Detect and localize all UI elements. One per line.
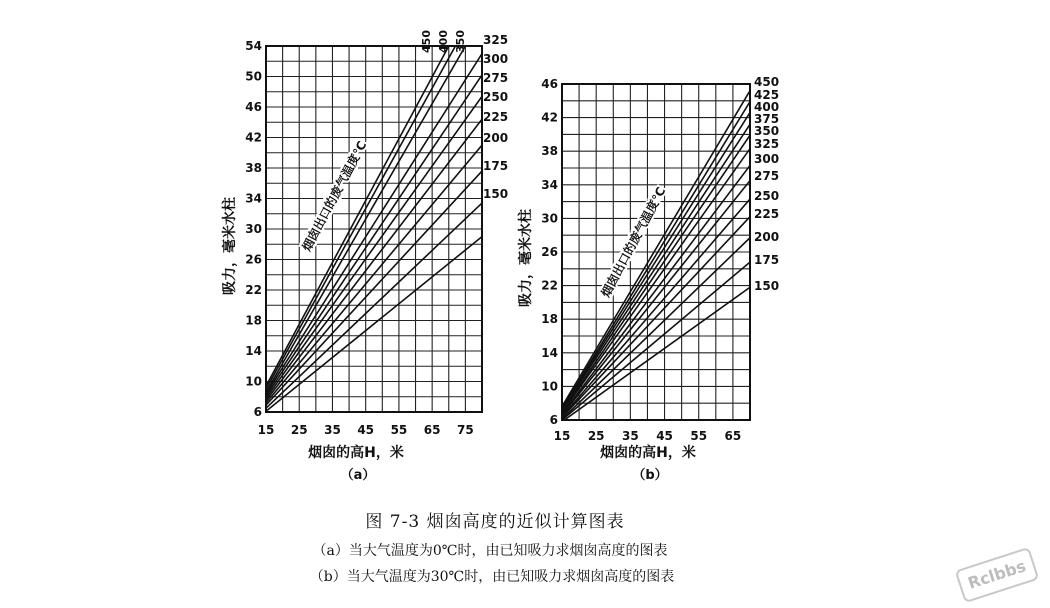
- series-line-375: [562, 124, 750, 410]
- series-label: 175: [754, 253, 780, 267]
- y-tick-label: 54: [245, 39, 262, 53]
- series-label: 150: [483, 187, 509, 201]
- y-tick-label: 34: [245, 191, 262, 206]
- series-line-425: [562, 102, 750, 409]
- series-line-300: [266, 75, 482, 396]
- x-tick-label: 45: [656, 429, 673, 443]
- series-label: 350: [454, 30, 467, 53]
- series-line-450: [562, 91, 750, 407]
- series-line-225: [562, 217, 750, 418]
- series-line-275: [562, 181, 750, 415]
- series-label: 450: [420, 30, 433, 53]
- series-label: 250: [754, 189, 780, 203]
- y-axis-label: 吸力，毫米水柱: [222, 197, 238, 295]
- series-label: 300: [483, 52, 509, 66]
- caption-a: （a）当大气温度为0℃时，由已知吸力求烟囱高度的图表: [312, 543, 668, 559]
- x-axis-label: 烟囱的高H，米: [308, 445, 404, 461]
- series-line-200: [562, 238, 750, 419]
- y-tick-label: 26: [541, 245, 558, 259]
- x-tick-label: 75: [457, 423, 474, 437]
- x-tick-label: 25: [587, 429, 605, 443]
- y-tick-label: 22: [245, 283, 262, 297]
- curve-annotation: 烟囱出口的废气温度℃: [598, 184, 669, 300]
- y-tick-label: 50: [245, 69, 262, 84]
- caption-b: （b）当大气温度为30℃时，由已知吸力求烟囱高度的图表: [309, 569, 675, 585]
- y-tick-label: 30: [541, 211, 558, 226]
- series-label: 350: [754, 124, 780, 138]
- y-tick-label: 34: [541, 177, 558, 192]
- y-tick-label: 26: [245, 252, 262, 267]
- y-tick-label: 10: [245, 374, 262, 389]
- x-tick-label: 25: [290, 423, 308, 437]
- x-tick-label: 65: [423, 423, 441, 437]
- series-label: 325: [754, 137, 780, 151]
- series-line-325: [266, 54, 482, 394]
- series-label: 250: [483, 90, 509, 104]
- chart-panel-b: [517, 75, 779, 483]
- series-line-400: [266, 46, 455, 389]
- series-label: 200: [754, 230, 780, 244]
- series-label: 325: [483, 33, 509, 47]
- y-tick-label: 38: [541, 144, 558, 159]
- figure-title: 图 7-3 烟囱高度的近似计算图表: [365, 512, 625, 532]
- y-tick-label: 46: [541, 77, 558, 91]
- x-tick-label: 55: [390, 423, 408, 437]
- series-label: 225: [754, 207, 780, 221]
- y-tick-label: 6: [549, 413, 558, 427]
- y-tick-label: 18: [245, 313, 262, 328]
- chart-panel-a: [221, 30, 508, 483]
- series-label: 450: [754, 75, 780, 89]
- series-label: 400: [437, 30, 450, 53]
- y-tick-label: 38: [245, 161, 262, 175]
- y-tick-label: 6: [253, 405, 262, 419]
- x-tick-label: 15: [257, 423, 275, 437]
- y-tick-label: 30: [245, 222, 262, 236]
- x-tick-label: 35: [324, 423, 341, 437]
- series-label: 425: [754, 88, 780, 102]
- y-tick-label: 42: [245, 130, 262, 145]
- series-label: 150: [754, 279, 780, 293]
- panel-label: （b）: [632, 468, 668, 483]
- panel-label: （a）: [340, 468, 376, 483]
- series-label: 275: [754, 169, 780, 183]
- watermark-stamp: Rclbbs: [955, 547, 1040, 603]
- y-tick-label: 46: [245, 100, 262, 114]
- y-tick-label: 18: [541, 312, 558, 327]
- series-label: 300: [754, 152, 780, 166]
- y-tick-label: 10: [541, 379, 558, 394]
- y-tick-label: 22: [541, 278, 558, 293]
- y-tick-label: 14: [541, 345, 558, 360]
- series-line-400: [562, 113, 750, 410]
- series-label: 400: [754, 100, 780, 114]
- curve-annotation: 烟囱出口的废气温度℃: [299, 138, 370, 254]
- x-tick-label: 45: [357, 423, 375, 437]
- x-tick-label: 55: [690, 429, 708, 443]
- series-line-450: [266, 46, 449, 386]
- series-label: 375: [754, 112, 780, 126]
- series-line-150: [266, 237, 482, 412]
- x-axis-label: 烟囱的高H，米: [600, 445, 696, 461]
- series-label: 275: [483, 71, 509, 85]
- y-axis-label: 吸力，毫米水柱: [518, 209, 534, 307]
- x-tick-label: 65: [724, 429, 742, 443]
- y-tick-label: 14: [245, 344, 262, 358]
- series-label: 175: [483, 159, 509, 173]
- x-tick-label: 15: [553, 429, 571, 443]
- x-tick-label: 35: [622, 429, 639, 443]
- series-lines: [562, 91, 750, 422]
- series-label: 200: [483, 131, 509, 145]
- y-tick-label: 42: [541, 110, 558, 125]
- series-label: 225: [483, 110, 509, 124]
